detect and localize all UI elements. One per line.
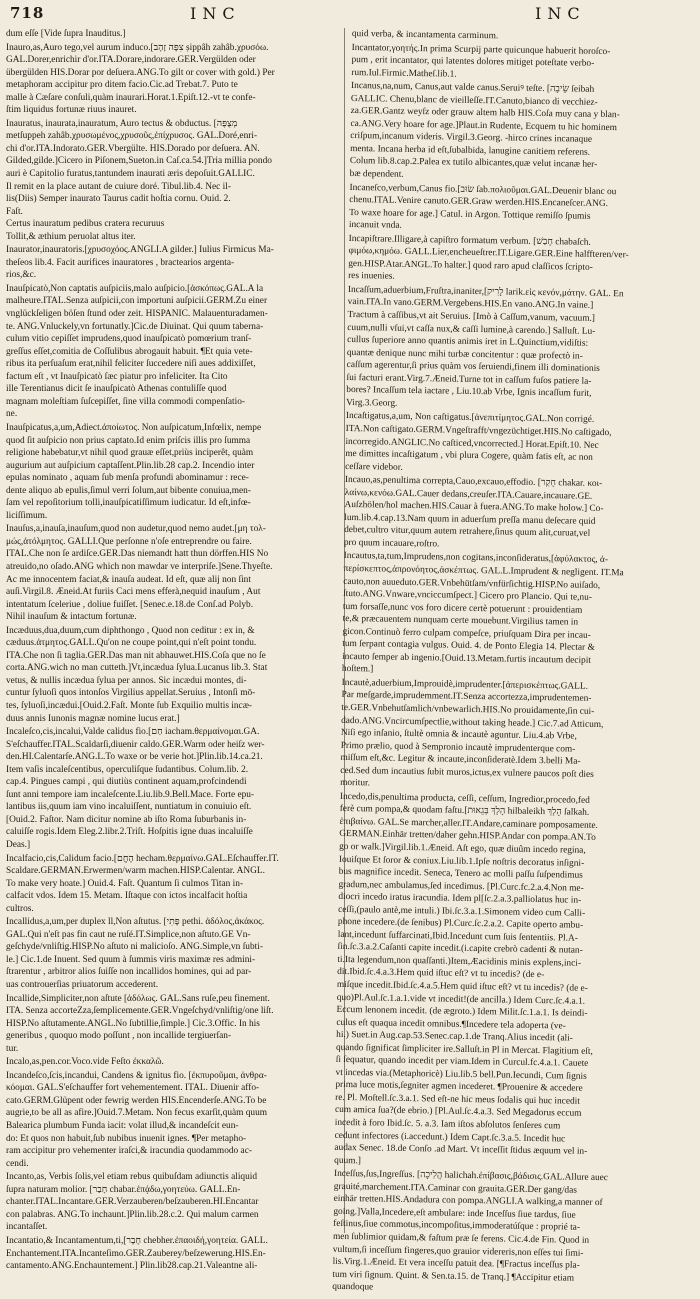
entry-line: lantibus iis,quum iam vino incaluiſſent, nuntiatum in conuiuio eſt. (6, 802, 252, 813)
entry-line: Inauſpicatò,Non captatis auſpiciis,malo auſpicio.[ἀσκόπως.GAL.A la (6, 283, 264, 294)
entry-line: ἐπιβαίνω. GAL.Se marcher,aller.IT.Andare,caminare pomposamente. (339, 816, 598, 831)
entry-line: cum amica ſua?(de ebrio.) [Pl.Aul.ſc.4.a.3. Sed Megadorus eccum (334, 1105, 582, 1120)
dictionary-entry (6, 916, 339, 991)
entry-line: ſtim liquidus fortunæ riuus inauret. (6, 105, 137, 116)
entry-line: moritur. (340, 778, 371, 789)
entry-line: liciſſimum. (6, 510, 48, 521)
entry-line: geſchyde/vnliſtig.HISP.No aſtuto ni malicioſo. ANG.Simple,vn ſubti- (6, 942, 263, 953)
entry-line: pum , erit incantator, qui latentes dolores mitiget poteſtate verbo- (351, 55, 595, 69)
entry-line: Incalfacio,cis,Calidum facio.[הֶחֱם hecham.θερμαίνω.GAL.Eſchauffer.IT. (6, 853, 279, 864)
entry-line: ſunt anni tempore iam incaleſcente.Liu.lib.9.Bell.Mace. Forte epu- (6, 789, 255, 800)
dictionary-entry (6, 1070, 339, 1170)
entry-line: ti.Ita legendum,non quaſſanti.)Item,Æacidinis minis explens,inci- (337, 954, 582, 969)
entry-line: gen.HISP.Atar.ANGL.To halter.] quod raro apud claſſicos ſcripto- (348, 258, 593, 273)
entry-line: ram accipitur pro vehementer iraſci,& iracundia quodammodo ac- (6, 1146, 252, 1157)
entry-line: cuntur ſyluoſi quos intonſos Virgilius appellat.Seruius , Intonſi mō- (6, 688, 256, 699)
entry-line: grauité,marchement.ITA.Caminar con grauita.GER.Der gang/das (333, 1181, 577, 1196)
entry-line: incanuit vnda. (348, 220, 402, 232)
entry-line: Inauro,as,Auro tego,vel aurum induco.[צִפָּה זָהָב ṣippâh zahâb.χρυσόω. (6, 42, 269, 53)
entry-line: Balearica plumbum Funda iacit: volat illud,& incandeſcit eun- (6, 1121, 239, 1132)
dictionary-entry (6, 993, 339, 1056)
entry-line: κόομαι. GAL.S'eſchauffer fort vehementement. ITAL. Diuenir affo- (6, 1083, 260, 1094)
entry-line: menta. Incana herba id eſt,ſubalbida, lanugine canitiem referens. (350, 143, 591, 158)
dictionary-entry (6, 422, 339, 522)
entry-line: duus annis Iunonis magnæ nomine lucus erat.] (6, 713, 180, 724)
entry-line: περίσκεπτος,ἀπρονόητος,ἀσκέπτως. GAL.L.Imprudent & negligent. IT.Ma (343, 563, 624, 579)
entry-line: quod ſit auſpicio non prius captato.Id enim priſcis illis pro ſumma (6, 435, 251, 446)
entry-line: prima luce motis,ſegniter agmen incederet. ¶Prouenire & accedere (335, 1080, 583, 1095)
entry-line: caluiſſe rogis.Idem Eleg.2.libr.2.Triſt. Hoſpitis igne duas incaluiſſe (6, 827, 253, 838)
entry-line: Incauo,as,penultima correpta,Cauo,excauo,effodio. [חָקַר chakar. κοι- (344, 475, 603, 490)
dictionary-entry (350, 80, 690, 186)
entry-line: cultros. (6, 903, 34, 914)
entry-line: ITA.Che non ſi taglia.GER.Das man nit abhauwet.HIS.Coſa que no ſe (6, 650, 266, 661)
entry-line: gradum,nec ambulamus,ſed incedimus. [Pl.Curc.fc.2.a.4.Non me- (338, 879, 584, 894)
entry-line: Inaurator,inauratoris.[χρυσοχόος.ANGLI.A gilder.] Iulius Firmicus Ma- (6, 245, 274, 256)
dictionary-entry (346, 284, 686, 415)
entry-line: Incapiſtrare.Illigare,à capiſtro formatum verbum. [חָבַשׁ chabaſch. (348, 233, 591, 248)
entry-line: cap.4. Pingues campi , qui diutiùs continent aquam,profcindendi (6, 777, 247, 788)
entry-line: dente aliquo ab epulis,ſimul verri ſolum,aut bibente conuiua,men- (6, 485, 251, 496)
entry-line: To make very hoate.] Ouid.4. Faſt. Quantum ſi culmos Titan in- (6, 878, 244, 889)
entry-line: incorregido.ANGLIC.No caſticed,vncorrected.] Horat.Epiſt.10. Nec (345, 436, 599, 451)
entry-line: Auſzhölen/hol machen.HIS.Cauar à fuera.ANG.To make holow.] Co- (344, 500, 604, 515)
entry-line: Incedo,dis,penultima producta, ceſſi, ceſſum, Ingredior,procedo,fed (339, 791, 590, 806)
entry-line: ITA. Senza accorteZza,ſemplicemente.GER.Vngeſchyd/vnliſtig/one liſt. (6, 1006, 274, 1017)
dictionary-entry (6, 853, 339, 916)
entry-line: re. Pl. Moſtell.ſc.3.a.1. Sed eſt-ne hic meus ſodalis qui huc incedit (335, 1092, 580, 1107)
entry-line: calfacit vdos. Idem 15. Metam. Iſtaque con ictos incalfacit hoſtia (6, 891, 248, 902)
running-head-right: INC (535, 4, 586, 23)
entry-line: generibus , quoquo modo poſſunt , non incallide tergiuerſan- (6, 1031, 232, 1042)
entry-line: GAL.Dorer,enrichir d'or.ITA.Dorare,indorare.GER.Vergülden oder (6, 55, 256, 66)
entry-line: Incaleſco,cis,incalui,Valde calidus fio.[חַם iacham.θερμαίνομαι.GA. (6, 727, 260, 738)
dictionary-entry (332, 1168, 672, 1299)
entry-line: quando ſignificat ſimpliciter ire.Salluſt.in Pl in Mercat. Flagitium eſt, (335, 1042, 593, 1057)
entry-line: augurium aut auſpicium captaſſent.Plin.lib.28 cap.2. Incendio inter (6, 460, 255, 471)
entry-line: Inauſus,a,inauſa,inauſum,quod non audetur,quod nemo audet.[μη τολ- (6, 524, 266, 535)
entry-line: chi d'or.ITA.Indorato.GER.Vbergülte. HIS.Dorado por deſuera. AN. (6, 143, 260, 154)
entry-line: pro quum incauare,roſtro. (343, 537, 440, 550)
entry-line: go or walk.]Virgil.lib.1.Æneid. Aſt ego, quæ diuûm incedo regina, (339, 841, 586, 856)
entry-line: tes, ſyluoſi,incædui.[Ouid.2.Faſt. Monte ſub Exquilio multis incæ- (6, 700, 253, 711)
entry-line: Enchantement.ITA.Incanteſimo.GER.Zauberey/beſzewerung.HIS.En- (6, 1248, 266, 1259)
entry-line: Inceſſus,ſus,Ingreſſus. [הֲלִיכָה halichah.ἐπίβασις,βάδισις.GAL.Allure auec (333, 1169, 609, 1184)
dictionary-entry (349, 182, 688, 237)
entry-line: bus magnifice incedit. Seneca, Tenero ac molli paſſu ſuſpendimus (338, 866, 583, 881)
dictionary-entry (340, 677, 680, 795)
dictionary-entry (6, 1056, 339, 1069)
entry-line: malheure.ITAL.Senza auſpicii,con importuni auſpicii.GERM.Zu einer (6, 296, 268, 307)
entry-line: metſuppeh zahâb.χρυσωμένος,χρυσοῦς,ἐπίχρυσος. GAL.Doré,enri- (6, 131, 258, 142)
entry-line: lant,incedunt ſuffarcinati,Ibid.Incedunt cum ſuis ſententiis. Pl.A- (337, 929, 578, 944)
entry-line: diocri incedo iratus iracundia. Idem pl[ſc.2.a.3.palliolatus huc in- (338, 892, 582, 906)
dictionary-entry (6, 726, 339, 851)
entry-line: incauto ſemper ab ingenio.[Ouid.13.Metam.furtis incautum decipit (342, 651, 592, 666)
entry-line: S'eſchauffer.ITAL.Scaldarſi,diuenir caldo.GER.Warm oder heiſz wer- (6, 739, 265, 750)
right-column (332, 28, 690, 1293)
dictionary-entry (6, 625, 339, 725)
entry-line: GERMAN.Einhär tretten/daher gehn.HISP.Andar con pompa.AN.To (339, 829, 596, 844)
entry-line: Incallidus,a,um,per duplex ll,Non aſtutus. [פֶּתִי pethi. ἀδόλος,ἀκάκος. (6, 917, 265, 928)
entry-line: quid verba, & incantamenta carminum. (351, 28, 499, 42)
entry-line: dado.ANG.Vncircumſpectlie,without taking heade.] Cic.7.ad Atticum, (341, 715, 604, 730)
entry-line: cæduus.ἀτμητος.GALL.Qu'on ne coupe point,qui n'eſt point tondu. (6, 638, 257, 649)
entry-line: bores? Incaſſum tela iactare , Liu.10.ab Vrbe, Ignis incaſſum furit, (346, 385, 592, 400)
dictionary-entry (6, 523, 339, 623)
entry-line: Incautus,ta,tum,Imprudens,non cogitans,inconſideratus,[ἀφύλακτος, ἀ- (343, 551, 609, 566)
entry-line: miſque incedit.Ibid.ſc.4.a.5.Hem quid iſtuc eſt? vt tu incedis? (de e- (336, 979, 588, 994)
entry-line: feſtinus,ſiue commotus,incompoſitus,immoderatúſque : proprié ta- (333, 1219, 581, 1234)
entry-line: religione habebatur,vt nihil quod grauæ eſſet,priùs inciperêt, quàm (6, 448, 254, 459)
entry-line: uas controuerſias priuatorum accederent. (6, 980, 159, 991)
entry-line: cantamento.ANG.Enchauntement.] Plin.lib28.cap.21.Valeantne ali- (6, 1261, 258, 1272)
entry-line: lum.lib.4.cap.13.Nam quum in aduerſum preſſa manu deſecare quid (344, 512, 596, 527)
dictionary-entry (6, 283, 339, 421)
entry-line: te. ANG.Vnluckely,vn fortunatly.]Cic.de Diuinat. Qui quum taberna- (6, 321, 264, 332)
entry-line: φιμόω,κημόω. GALL.Lier,encheueſtrer.IT.Ligare.GER.Eine halffteren/ver- (348, 246, 629, 261)
entry-line: Incanus,na,num, Canus,aut valde canus.Seruiꝰ teſte. [שֵׂיבָה ſeibah (351, 81, 595, 95)
entry-line: ne. (6, 409, 18, 420)
entry-line: ceſſare videbor. (345, 461, 403, 473)
entry-line: quum.] (334, 1155, 362, 1166)
dictionary-entry (6, 28, 339, 41)
entry-line: vnglückſeligen böſen ſtund oder zeit. HISPANIC. Malauenturadamen- (6, 309, 268, 320)
entry-line: ced.Sed dum incautius ſubit muros,ictus,ex vulnere paucos poſt dies (340, 765, 594, 780)
entry-line: quo)Pl.Aul.ſc.1.a.1.vide vt incedit!(de ancilla.) Idem Curc.ſc.4.a.1. (336, 992, 586, 1007)
entry-line: intentatum ſceleriue , doliue fuiſſet. [Senec.e.18.de Conſ.ad Polyb. (6, 599, 254, 610)
dictionary-entry (342, 550, 682, 681)
entry-line: atreuido,no oſado.ANG which non mawdar ve interpriſe.]Sene.Thyeſte. (6, 561, 273, 572)
entry-line: corta.ANG.wich no man cutteth.]Vt,incædua ſylua.Lucanus lib.3. Stat (6, 663, 268, 674)
entry-line: hi.) Suet.in Aug.cap.53.Senec.cap.1.de Tranq.Alius incedit (ali- (336, 1030, 573, 1044)
dictionary-entry (6, 1235, 339, 1273)
entry-line: Incaneſco,verbum,Canus fio.[שׂוּב ſab.πολιοῦμαι.GAL.Deuenir blanc ou (349, 182, 617, 197)
entry-line: cendi. (6, 1158, 29, 1169)
entry-line: ſam vel repoſitorium tolli,inauſpicatiſſimum iudicatur. Id eſt,infœ- (6, 498, 251, 509)
dictionary-entry (6, 118, 339, 243)
entry-line: do: Et quos non habuit,ſub nubibus inuenit ignes. ¶Per metapho- (6, 1133, 247, 1144)
entry-line: Virg.3.Georg. (346, 397, 398, 409)
entry-line: cullus ſuperiore anno quantis animis iret in L.Quinctium,vidiſtis: (347, 335, 589, 349)
entry-line: metaphoram accipitur pro ditem facio.Cic.ad Trebat.7. Puto te (6, 80, 238, 91)
running-head-left: INC (190, 4, 241, 23)
entry-line: Incautè,aduerbium,Improuidè,imprudenter.[ἀπερισκέπτως.GALL. (341, 677, 589, 692)
entry-line: magnam moleſtiam ſuſcepiſſet, ſine villa commodi compenſatio- (6, 396, 245, 407)
entry-line: ribus ita perſuaſum erat,nihil feliciter ſuccedere niſi aues addixiſſet, (6, 359, 256, 370)
entry-line: Certus inauratum pedibus cratera recuruus (6, 219, 165, 230)
entry-line: debet,cultro vitur,quum autem retrahere,ſinus quum alit,curuat,vel (344, 525, 591, 540)
dictionary-entry (351, 42, 690, 85)
entry-line: tum forsaſſe,nunc vos foro dicere certè potuerunt : prouidentiam (342, 601, 583, 616)
entry-line: vultum,ſi inceſſum fingeres,quo grauior videreris,non eſſes tui ſimi- (332, 1244, 584, 1259)
entry-line: res inuenies. (348, 271, 395, 283)
entry-line: audax Senec. 18.de Conſo .ad Mart. Vt inceſſit ſtidus æquum vel in- (334, 1142, 588, 1157)
entry-line: cuum,nulli vſui,vt caſſa nux,& caſſi lumine,à carendo.] Salluſt. Lu- (347, 322, 596, 337)
entry-line: Iouiſque Et ſoror & coniux.Liu.lib.1.Ipſe noſtris decoratus inſigni- (338, 854, 585, 869)
entry-line: going.]Valla,Incedere,eſt ambulare: inde Inceſſus ſiue tardus, ſiue (333, 1206, 576, 1221)
entry-line: Incaſſum,aduerbium,Fruſtra,inaniter,[לָרִיק larik.εἰς κενόν,μάτην. GAL. En (347, 284, 624, 300)
entry-line: con palabras. ANG.To inchaunt.]Plin.lib.28.c.2. Qui malum carmen (6, 1209, 259, 1220)
entry-line: cedunt infectores (i.accedunt.) Idem Capt.ſc.3.a.5. Incedit huc (334, 1130, 566, 1145)
entry-line: cauto,non auueduto.GER.Vnbehütſam/vnfürſichtig.HISP.No auiſado, (343, 576, 601, 591)
entry-line: te.GER.Vnbehutſamlich/vnbewarlich.HIS.No prouidamente,ſin cui- (341, 702, 595, 717)
entry-line: ſui facturi erant.Virg.7.Æneid.Turne tot in caſſum fuſos patiere la- (346, 372, 592, 387)
entry-line: men ſublimior quidam,& faſtum præ ſe ferens. Cic.4.de Fin. Quod in (332, 1231, 590, 1246)
entry-line: Incaſtigatus,a,um, Non caſtigatus.[ἀνεπιτίμητος.GAL.Non corrigé. (345, 411, 595, 426)
entry-line: Item vaſis incaleſcentibus, operculiſque ſudantibus. Colum.lib. 2. (6, 764, 249, 775)
entry-line: Incantator,γοητής.In prima Scurpij parte quicunque habuerit horoſco- (351, 42, 611, 57)
entry-line: hoſtem.] (341, 664, 374, 675)
entry-line: le.] Cic.1.de Inuent. Sed quum à ſummis viris maximæ res admini- (6, 954, 256, 965)
entry-line: Inauratus, inaurata,inauratum, Auro tectus & obductus. [מְצֻפֶּה (6, 118, 238, 129)
entry-line: vt incedas via.(Metaphoricè) Liu.lib.5 bell.Pun.Iecundi, Cum ſignis (335, 1067, 587, 1082)
entry-line: quandoque (332, 1281, 374, 1293)
entry-line: [Ouid.2. Faſtor. Nam dicitur nomine ab iſto Roma ſuburbanis in- (6, 814, 247, 825)
entry-line: Niſi ego inſanio, ſtultè omnia & incautè aguntur. Liu.4.ab Vrbe, (340, 727, 577, 742)
entry-line: Tollit,& æthium peruolat altus iter. (6, 231, 136, 242)
entry-line: Par meſgarde,imprudemment.IT.Senza accortezza,imprudentemen- (341, 690, 592, 705)
entry-line: Ac me innocentem faciat,& inauſa audeat. Id eſt, quæ alij non ſint (6, 574, 251, 585)
entry-line: tum viri ſignum. Quint. & Sen.ta.15. de Tranq.] ¶Accipitur etiam (332, 1269, 575, 1284)
dictionary-entry (348, 233, 687, 288)
entry-line: Tractum à caſſibus,vt ait Seruius. [Imò à Caſſum,vanum, vacuum.] (347, 309, 596, 324)
entry-line: ſtuto.ANG.Vnware,vnciccumſpect.] Cicero pro Plancio. Qui te,nu- (343, 588, 593, 603)
entry-line: Primo prælio, quod à Sempronio incautè imprudenterque com- (340, 740, 576, 755)
entry-line: Colum lib.8.cap.2.Palea ex tutilo albicantes,quæ velut incanæ her- (349, 156, 598, 171)
entry-line: criſpum,incanum videris. Virgil.3.Georg. -hirco crines incanaque (350, 131, 593, 146)
entry-line: bæ dependent. (349, 168, 404, 180)
entry-line: augrie,to be all as afire.]Ouid.7.Metam. Non fecus exarſit,quàm quum (6, 1108, 268, 1119)
entry-line: factum eſt , vt Inauſpicatò ſæc piatur pro infeliciter. Ita Cito (6, 371, 228, 382)
entry-line: λαίνω,κενόω.GAL.Cauer dedans,creuſer.ITA.Cauare,incauare.GE. (344, 487, 593, 502)
entry-line: phone incedere.(de ſenibus) Pl.Curc.ſc.2.a.2. Capite operto ambu- (337, 917, 584, 932)
entry-line: quantæ denique nunc mihi turbæ concitentur : quæ profectò in- (346, 347, 583, 362)
entry-line: miſſum eſt,&c. Legitur & incaute,inconſideratè.Idem 3.belli Ma- (340, 753, 581, 767)
entry-line: rios,&c. (6, 270, 37, 281)
entry-line: auſi.Virgil.8. Æneid.At furiis Caci mens efferà,nequid inauſum , Aut (6, 587, 261, 598)
entry-line: GAL.Qui n'eſt pas fin caut ne ruſé.IT.Simplice,non aſtuto.GE Vn- (6, 929, 251, 940)
entry-line: ſtrarentur , arbitror alios ſuiſſe non incallidos homines, qui ad par- (6, 967, 252, 978)
entry-line: ſi ſequatur, quando incedit per viam.Idem in Curcul.fc.4.a.1. Cauete (335, 1055, 589, 1070)
entry-line: Gilded,gilde.]Cicero in Piſonem,Sueton.in Caſ.ca.54.]Tria millia pondo (6, 156, 272, 167)
entry-line: rum.Iul.Firmic.Matheſ.lib.1. (351, 67, 457, 80)
entry-line: chenu.ITAL.Venire canuto.GER.Graw werden.HIS.Encaneſcer.ANG. (349, 195, 609, 210)
entry-line: dum eſſe [Vide ſupra Inauditus.] (6, 29, 126, 39)
entry-line: Incandeſco,ſcis,incandui, Candens & ignitus fio. [ἐκπυροῦμαι, ἀνθρα- (6, 1070, 267, 1081)
dictionary-entry (6, 42, 339, 117)
entry-line: Scaldare.GERMAN.Erwermen/warm machen.HISP.Calentar. ANGL. (6, 866, 265, 877)
entry-line: cato.GERM.Glüpent oder fewrig werden HIS.Encenderſe.ANG.To be (6, 1095, 267, 1106)
entry-line: chanter.ITAL.Incantare.GER.Verzauberen/beſzauberen.HI.Encantar (6, 1197, 259, 1208)
entry-line: lis(Diis) Semper inaurato Taurus cadit hoſtia cornu. Ouid. 2. (6, 194, 231, 205)
entry-line: GALLIC. Chenu,blanc de vieilleſſe.IT.Canuto,bianco di vecchiez- (350, 93, 598, 108)
entry-line: Faſt. (6, 206, 23, 217)
entry-line: Eccum lenonem incedit. (de ægroto.) Idem Milit.ſc.1.a.1. Is deindi- (336, 1004, 588, 1019)
dictionary-entry (344, 474, 683, 555)
entry-line: tum ſerpant contagia vulgus. Ouid. 4. de Ponto Elegia 14. Plectar & (342, 639, 595, 654)
entry-line: ITAL.Che non ſe ardiſce.GER.Das niemandt hatt thun dörffen.HIS No (6, 549, 269, 560)
left-column (6, 28, 339, 1272)
entry-line: dit.Ibid.ſc.4.a.3.Hem quid iſtuc eſt? vt tu incedis? (de e- (337, 967, 545, 981)
entry-line: auri è Capitolio furatus,tantundem inaurati æris depoſuit.GALLIC. (6, 169, 255, 180)
entry-line: greſſus eſſet,comitia de Coſſulibus abrogauit habuit. ¶Et quia vete- (6, 346, 253, 357)
entry-line: te,& præcauentem nunquam certe mouebunt.Virgilius tamen in (342, 614, 579, 628)
entry-line: caſſum agerentur,ſi prius quàm vos ſeruiendi,finem illi dominationis (346, 360, 600, 375)
entry-line: Incantatio,& Incantamentum,ti,[חֶבֶר chebher.ἐπαοιδή,γοητεία. GALL. (6, 1235, 268, 1246)
entry-line: μώς,ἀτόλμητος. GALLI.Que perſonne n'oſe entreprendre ou faire. (6, 536, 252, 547)
entry-line: übergülden HIS.Dorar por deſuera.ANG.To gilt or cover with gold.) Per (6, 67, 275, 78)
entry-line: vain.ITA.In vano.GERM.Vergebens.HIS.En vano.ANG.In vaine.] (347, 297, 594, 312)
dictionary-entry (334, 791, 678, 1173)
page-number: 718 (10, 4, 45, 22)
entry-line: To waxe hoare for age.] Catul. in Argon. Tottique remiſſo ſpumis (349, 207, 591, 222)
entry-line: Deas.] (6, 840, 31, 850)
entry-line: tur. (6, 1043, 19, 1054)
entry-line: einhär tretten.HIS.Andadura con pompa.ANGLI.A walking,a manner of (333, 1194, 603, 1209)
entry-line: Il remit en la place autant de cuiure doré. Tibul.lib.4. Nec il- (6, 181, 231, 192)
entry-line: za.GER.Gantz weyſz oder grauw altem halb HIS.Coſa muy cana y blan- (350, 106, 620, 121)
entry-line: HISP.No aſtutamente.ANGL.No ſubtillie,ſimple.] Cic.3.Offic. In his (6, 1018, 260, 1029)
dictionary-entry (345, 410, 684, 478)
entry-line: malle à Cæſare conſuli,quàm inaurari.Horat.1.Epiſt.12.-vt te confe- (6, 92, 256, 103)
dictionary-entry (6, 244, 339, 282)
dictionary-entry (6, 1171, 339, 1234)
entry-line: Incæduus,dua,duum,cum diphthongo , Quod non ceditur : ex in, & (6, 625, 255, 636)
entry-line: lis.Virg.1.Æneid. Et vera inceſſu patuit dea. [¶Fractus inceſſus pla- (332, 1256, 580, 1271)
entry-line: ITA.Non caſtigato.GERM.Vngeſtrafft/vngezüchtiget.HIS.No caſtigado, (345, 423, 612, 439)
entry-line: Incallide,Simpliciter,non aſtute [ἀδόλως. GAL.Sans ruſe,peu finement. (6, 993, 270, 1004)
entry-line: gicon.Continuò ferro culpam compeſce, priuſquam Dira per incau- (342, 626, 591, 641)
entry-line: culus eſt quaqua incedit omnibus.¶Incedere tela adoperta (ve- (336, 1017, 566, 1032)
entry-line: incedit à foro Ibid.ſc. 5. a.3. Iam iſtos abſolutos ſenſeres cum (334, 1117, 561, 1132)
entry-line: vetus, & nullis incædua ſylua per annos. Sic incædui montes, di- (6, 675, 247, 686)
entry-line: ſupra naturam molior. [חָבַר chabar.ἐπᾴδω,γοητεύω. GALL.En- (6, 1184, 241, 1195)
entry-line: Inauſpicatus,a,um,Adiect.ἀποίωτος. Non auſpicatum,Infœlix, nempe (6, 422, 262, 433)
entry-line: epulas nominato , aquam ſub menſa profundi abominamur : rece- (6, 473, 249, 484)
entry-line: ſin.ſc.3.a.2.Caſanti capite incedit.(i.capite crebrò cadenti & nutan- (337, 942, 583, 957)
entry-line: ille Terentianus dicit ſe inauſpicatò Athenas contuliſſe quod (6, 384, 227, 395)
entry-line: Nihil inauſum & intactum fortunæ. (6, 612, 137, 623)
entry-line: ferè cum pompa,& quodam faſtu.[הָלַךְ בְּגֵאוּת hilbaleikh הָלַךְ ſalkah. (339, 804, 590, 819)
entry-line: den.HI.Calentarſe.ANG.L.To waxe or be verie hot.]Plin.lib.14.ca.21. (6, 752, 263, 763)
entry-line: incantaſſet. (6, 1222, 48, 1233)
entry-line: ca.ANG.Very hoare for age.]Plaut.in Rudente, Ecquem tu hic hominem (350, 118, 618, 134)
page-header (10, 4, 690, 26)
entry-line: culum vitio cepiſſet imprudens,quod inauſpicatò pomœrium tranſ- (6, 334, 252, 345)
entry-line: Incalo,as,pen.cor.Voco.vide Feſto ἐκκαλῶ. (6, 1057, 164, 1068)
entry-line: Incanto,as, Verbis ſolis,vel etiam rebus quibuſdam adiunctis aliquid (6, 1172, 258, 1183)
entry-line: ceſſi,(paulo antè,me intuli.) Ibi.ſc.3.a.1.Simonem video cum Calli- (338, 904, 586, 919)
entry-line: theſeos lib.4. Facit aurifices inauratores , bractearios argenta- (6, 257, 235, 268)
entry-line: me dimittes incaſtigatum , vbi plura Cogere, quàm fatis eſt, ac non (345, 448, 593, 463)
